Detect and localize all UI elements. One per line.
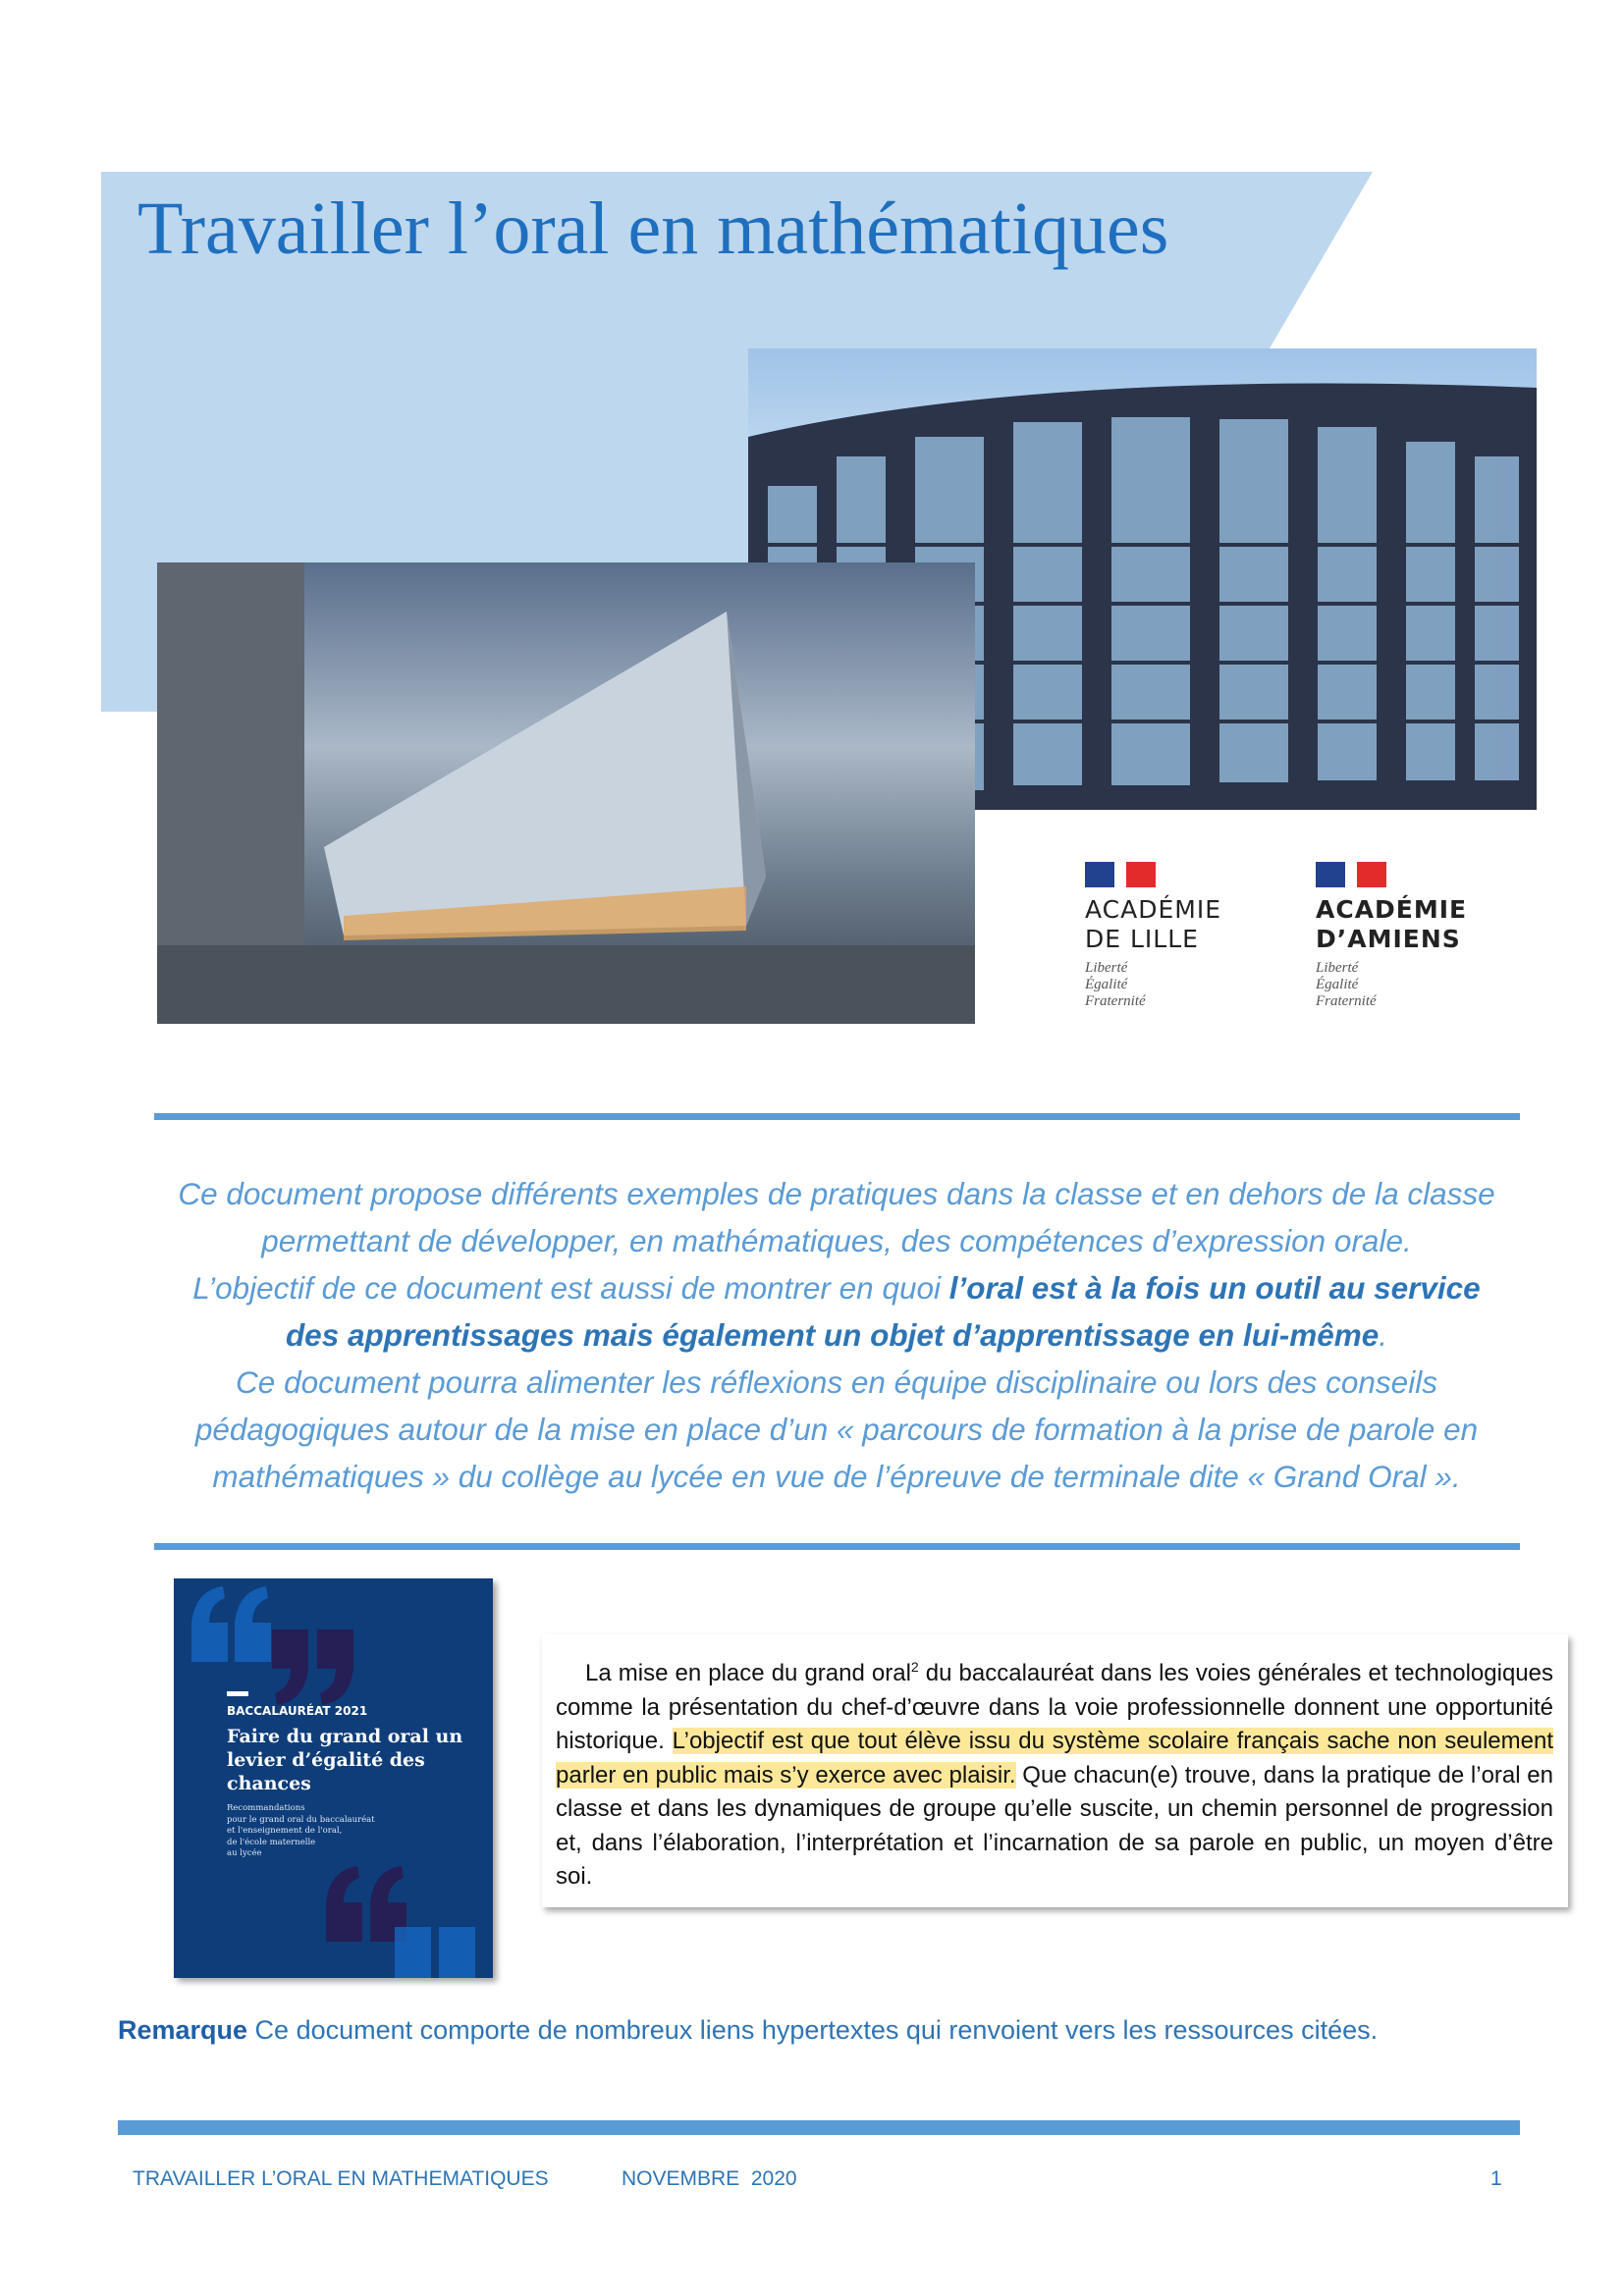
close-quote-icon	[395, 1927, 475, 1978]
footer-title: TRAVAILLER L’ORAL EN MATHEMATIQUES	[133, 2167, 549, 2190]
grand-oral-report-cover	[174, 1578, 493, 1978]
text: .	[1379, 1317, 1388, 1353]
subtitle-line: de l'école maternelle	[227, 1837, 316, 1847]
page-title: Travailler l’oral en mathématiques	[137, 187, 1169, 270]
footnote-ref[interactable]: 2	[910, 1659, 919, 1675]
remark-label: Remarque	[118, 2015, 248, 2045]
footer-date: NOVEMBRE 2020	[622, 2167, 797, 2190]
marianne-flag-icon	[1085, 862, 1156, 887]
cover-title: Faire du grand oral un levier d’égalité des chances	[227, 1726, 463, 1794]
devise-line: Fraternité	[1085, 993, 1146, 1009]
subtitle-line: Recommandations	[227, 1803, 305, 1813]
intro-paragraph: Ce document propose différents exemples de pratiques dans la classe et en dehors de la classe permettant de développer, en mathématiques, des compétences d’expression orale.	[178, 1176, 1495, 1258]
open-quote-icon	[191, 1586, 271, 1662]
intro-text	[147, 1170, 1526, 1500]
divider	[154, 1113, 1520, 1120]
subtitle-line: pour le grand oral du baccalauréat	[227, 1814, 375, 1825]
footer-divider	[118, 2120, 1520, 2135]
logo-line: D’AMIENS	[1316, 925, 1461, 953]
subtitle-line: au lycée	[227, 1848, 262, 1858]
building-photo-lille	[157, 562, 975, 1024]
subtitle-line: et l'enseignement de l'oral,	[227, 1826, 343, 1836]
devise-line: Liberté	[1085, 960, 1128, 976]
cover-kicker: BACCALAURÉAT 2021	[227, 1704, 368, 1718]
academie-amiens-logo	[1316, 862, 1467, 1010]
emphasis: l’oral est à la fois un outil au service des apprentissages mais également un objet d’apprentissage en lui-même	[285, 1270, 1481, 1353]
page-number: 1	[1490, 2167, 1502, 2190]
highlighted-text: L’objectif est que tout élève issu du système scolaire français sache non seulement parler en public mais s’y exerce avec plaisir.	[556, 1728, 1553, 1789]
academie-lille-logo	[1085, 862, 1221, 1010]
cover-subtitle	[227, 1803, 482, 1860]
intro-paragraph	[147, 1264, 1526, 1359]
devise-line: Fraternité	[1316, 993, 1377, 1009]
devise-line: Égalité	[1316, 977, 1359, 992]
devise-line: Égalité	[1085, 977, 1128, 992]
text: Que chacun(e) trouve, dans la pratique de l’oral en classe et dans les dynamiques de groupe qu’elle suscite, un chemin personnel de progression et, dans l’élaboration, l’interprétation et l’incarnation de sa parole en public, un moyen d’être soi.	[556, 1761, 1554, 1890]
divider	[154, 1543, 1520, 1550]
open-quote-icon	[326, 1866, 406, 1942]
remark	[118, 2015, 1378, 2046]
text: La mise en place du grand oral	[585, 1660, 911, 1686]
devise-line: Liberté	[1316, 960, 1359, 976]
logo-line: ACADÉMIE	[1085, 895, 1222, 924]
text: L’objectif de ce document est aussi de montrer en quoi	[192, 1270, 949, 1306]
quoted-excerpt	[542, 1634, 1568, 1907]
quote-text	[556, 1650, 1553, 1895]
marianne-flag-icon	[1316, 862, 1386, 887]
remark-text: Ce document comporte de nombreux liens hypertextes qui renvoient vers les ressources citées.	[247, 2015, 1379, 2045]
text: du baccalauréat dans les voies générales et technologiques comme la présentation du chef-d’œuvre dans la voie professionnelle donnent une opportunité historique.	[556, 1660, 1553, 1754]
intro-paragraph: Ce document pourra alimenter les réflexions en équipe disciplinaire ou lors des conseils pédagogiques autour de la mise en place d’un « parcours de formation à la prise de parole en mathématiques » du collège au lycée en vue de l’épreuve de terminale dite « Grand Oral ».	[194, 1364, 1479, 1494]
logo-line: DE LILLE	[1085, 925, 1199, 953]
logo-line: ACADÉMIE	[1316, 895, 1468, 924]
